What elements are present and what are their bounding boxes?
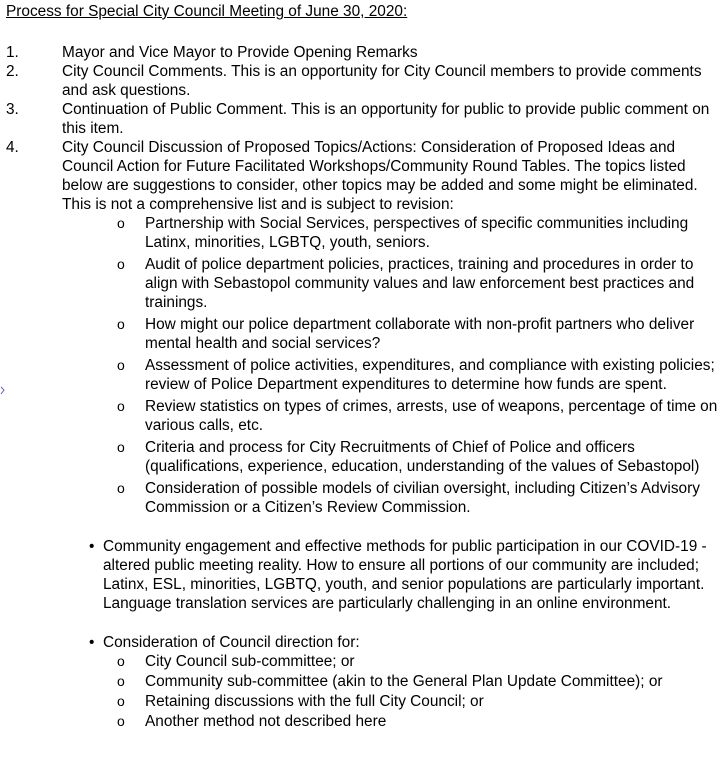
list-item xyxy=(6,712,726,731)
item-text: City Council Comments. This is an opportunity for City Council members to provide comments and ask questions. xyxy=(62,63,702,99)
circle-bullet-icon: o xyxy=(117,357,125,373)
circle-bullet-icon: o xyxy=(117,398,125,414)
page-title: Process for Special City Council Meeting of June 30, 2020: xyxy=(6,3,408,20)
bullet-item-text: Community engagement and effective methods for public participation in our COVID-19 - altered public meeting reality. How to ensure all portions of our community are included; Latinx, ESL, minorities, LGBTQ, youth, and senior populations are particularly important. Language translation services are particularly challenging in an online environment. xyxy=(103,538,707,612)
list-item-text: City Council sub-committee; or xyxy=(145,653,355,670)
circle-bullet-icon: o xyxy=(117,439,125,455)
item-number: 1. xyxy=(6,44,19,61)
list-item-text: Review statistics on types of crimes, arrests, use of weapons, percentage of time on various calls, etc. xyxy=(145,398,718,434)
list-item-text: Criteria and process for City Recruitments of Chief of Police and officers (qualifications, experience, education, understanding of the values of Sebastopol) xyxy=(145,439,700,475)
direction-options-list xyxy=(6,652,726,731)
circle-bullet-icon: o xyxy=(117,316,125,332)
bullet-item xyxy=(6,537,726,613)
list-item-text: Assessment of police activities, expenditures, and compliance with existing policies; review of Police Department expenditures to determine how funds are spent. xyxy=(145,357,715,393)
list-item-text: Another method not described here xyxy=(145,713,387,730)
list-item xyxy=(6,397,726,435)
bullet-item-text: Consideration of Council direction for: xyxy=(103,634,360,651)
list-item xyxy=(6,214,726,252)
list-item-text: How might our police department collaborate with non-profit partners who deliver mental health and social services? xyxy=(145,316,695,352)
numbered-item-1 xyxy=(6,43,726,62)
list-item xyxy=(6,479,726,517)
bullet-dot-icon: • xyxy=(89,538,95,555)
numbered-item-2 xyxy=(6,62,726,100)
list-item-text: Audit of police department policies, practices, training and procedures in order to align with Sebastopol community values and law enforcement best practices and trainings. xyxy=(145,256,695,311)
list-item xyxy=(6,692,726,711)
bullet-section-engagement xyxy=(6,537,726,613)
list-item-text: Consideration of possible models of civilian oversight, including Citizen’s Advisory Commission or a Citizen’s Review Commission. xyxy=(145,480,700,516)
list-item xyxy=(6,315,726,353)
circle-bullet-icon: o xyxy=(117,673,125,689)
margin-mark-glyph xyxy=(0,386,5,395)
item-text: City Council Discussion of Proposed Topics/Actions: Consideration of Proposed Ideas and Council Action for Future Facilitated Workshops/Community Round Tables. The topics listed below are suggestions to consider, other topics may be added and some might be eliminated. This is not a comprehensive list and is subject to revision: xyxy=(62,139,698,213)
list-item-text: Community sub-committee (akin to the General Plan Update Committee); or xyxy=(145,673,663,690)
document-body xyxy=(6,2,726,732)
bullet-item xyxy=(6,633,726,652)
circle-bullet-icon: o xyxy=(117,713,125,729)
item-text: Continuation of Public Comment. This is an opportunity for public to provide public comment on this item. xyxy=(62,101,710,137)
circle-bullet-icon: o xyxy=(117,653,125,669)
list-item xyxy=(6,438,726,476)
bullet-section-direction xyxy=(6,633,726,731)
item-number: 3. xyxy=(6,101,19,118)
item-number: 2. xyxy=(6,63,19,80)
numbered-item-4 xyxy=(6,138,726,214)
item-text: Mayor and Vice Mayor to Provide Opening Remarks xyxy=(62,44,418,61)
circle-bullet-icon: o xyxy=(117,480,125,496)
margin-mark-icon xyxy=(0,386,5,395)
list-item-text: Partnership with Social Services, perspectives of specific communities including Latinx, minorities, LGBTQ, youth, seniors. xyxy=(145,215,689,251)
list-item xyxy=(6,672,726,691)
item-number: 4. xyxy=(6,139,19,156)
circle-bullet-icon: o xyxy=(117,256,125,272)
numbered-item-3 xyxy=(6,100,726,138)
list-item-text: Retaining discussions with the full City Council; or xyxy=(145,693,484,710)
topic-list xyxy=(6,214,726,517)
circle-bullet-icon: o xyxy=(117,693,125,709)
list-item xyxy=(6,652,726,671)
circle-bullet-icon: o xyxy=(117,215,125,231)
list-item xyxy=(6,356,726,394)
list-item xyxy=(6,255,726,312)
bullet-dot-icon: • xyxy=(89,634,95,651)
